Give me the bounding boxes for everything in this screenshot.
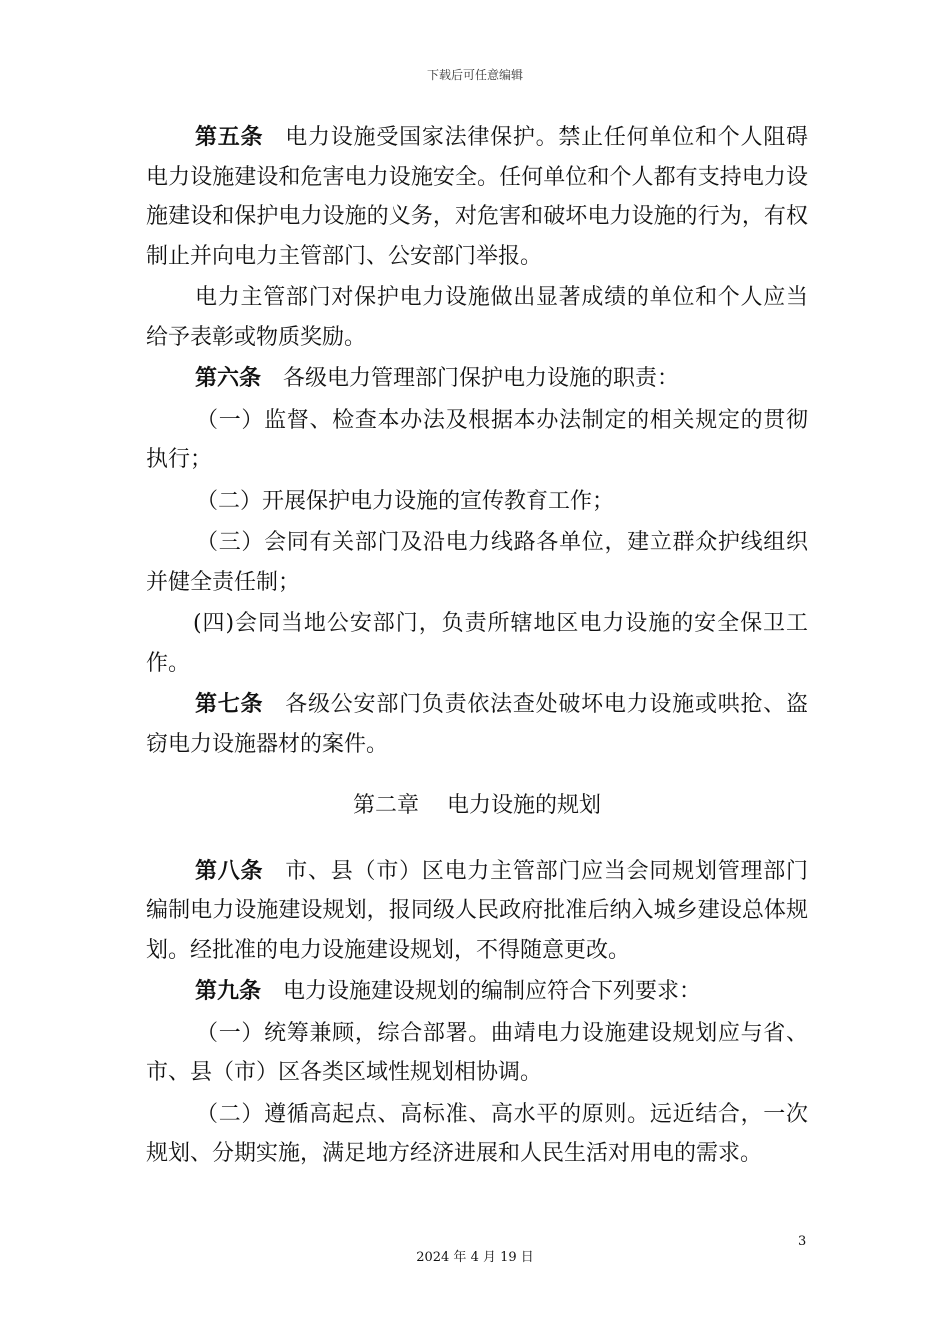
document-body [146, 118, 808, 1176]
article-text: 电力设施建设规划的编制应符合下列要求： [283, 979, 702, 1004]
paragraph: 电力主管部门对保护电力设施做出显著成绩的单位和个人应当给予表彰或物质奖励。 [146, 285, 808, 350]
list-item: （二）开展保护电力设施的宣传教育工作； [196, 488, 615, 514]
chapter-title: 电力设施的规划 [447, 793, 602, 818]
article-label: 第五条 [195, 124, 264, 150]
article-text: 各级公安部门负责依法查处破坏电力设施或哄抢、盗窃电力设施器材的案件。 [146, 692, 808, 757]
article-6 [146, 359, 808, 399]
list-item: （一）统筹兼顾，综合部署。曲靖电力设施建设规划应与省、市、县（市）区各类区域性规划相协调。 [146, 1020, 808, 1085]
article-label: 第九条 [195, 978, 262, 1004]
article-label: 第六条 [195, 365, 262, 391]
page-number: 3 [798, 1234, 807, 1249]
list-item: （三）会同有关部门及沿电力线路各单位，建立群众护线组织并健全责任制； [146, 530, 808, 595]
article-9 [146, 972, 808, 1012]
article-text: 市、县（市）区电力主管部门应当会同规划管理部门编制电力设施建设规划，报同级人民政府批准后纳入城乡建设总体规划。经批准的电力设施建设规划，不得随意更改。 [146, 858, 808, 963]
list-item: （一）监督、检查本办法及根据本办法制定的相关规定的贯彻执行； [146, 407, 808, 472]
page-footer-date: 2024 年 4 月 19 日 [416, 1250, 534, 1265]
list-item: (四)会同当地公安部门，负责所辖地区电力设施的安全保卫工作。 [146, 611, 808, 676]
page-header: 下载后可任意编辑 [426, 68, 523, 82]
chapter-number: 第二章 [352, 793, 419, 818]
article-label: 第七条 [195, 691, 264, 717]
article-text: 电力设施受国家法律保护。禁止任何单位和个人阻碍电力设施建设和危害电力设施安全。任何单位和个人都有支持电力设施建设和保护电力设施的义务，对危害和破坏电力设施的行为，有权制止并向电力主管部门、公安部门举报。 [146, 125, 808, 269]
article-5 [146, 118, 808, 276]
list-item: （二）遵循高起点、高标准、高水平的原则。远近结合，一次规划、分期实施，满足地方经济进展和人民生活对用电的需求。 [146, 1101, 808, 1166]
article-7 [146, 685, 808, 764]
chapter-heading [146, 786, 808, 826]
article-8 [146, 852, 808, 971]
article-text: 各级电力管理部门保护电力设施的职责： [283, 366, 680, 391]
article-label: 第八条 [195, 857, 264, 884]
